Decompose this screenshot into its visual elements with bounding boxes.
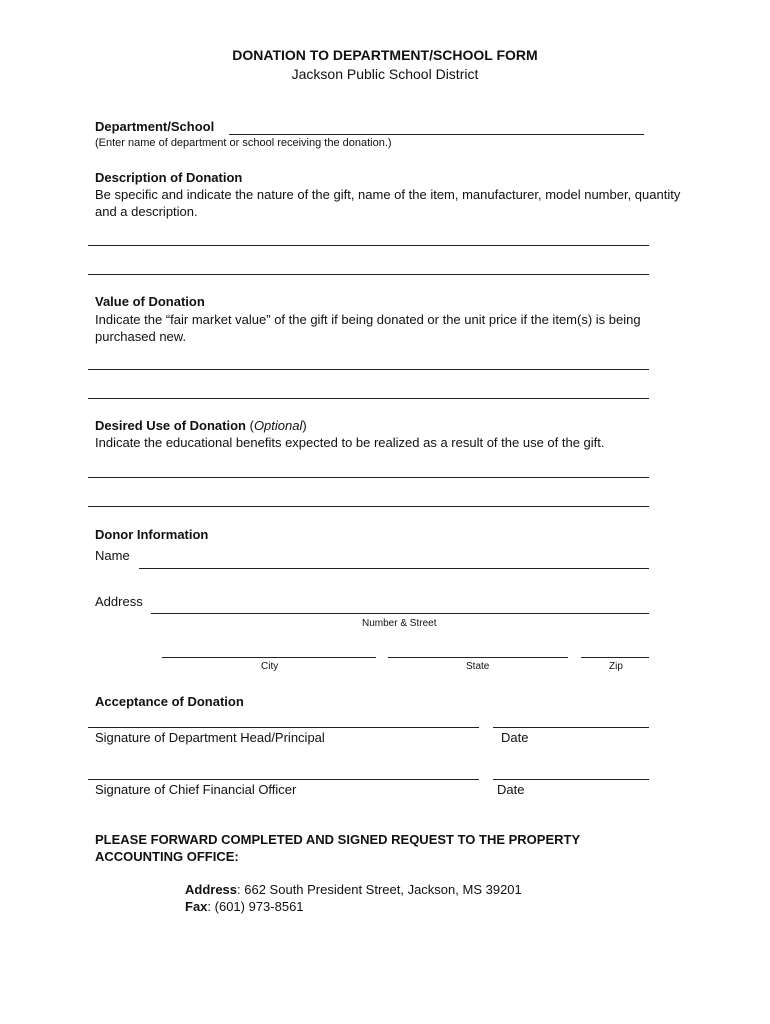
dept-head-date-label: Date — [501, 730, 529, 745]
desired-use-heading-row — [95, 418, 307, 433]
office-fax-value: : (601) 973-8561 — [207, 899, 304, 914]
cfo-signature-label: Signature of Chief Financial Officer — [95, 782, 297, 797]
desired-use-field-line-1[interactable] — [88, 477, 649, 478]
description-field-line-2[interactable] — [88, 274, 649, 275]
office-fax — [185, 899, 304, 914]
department-label: Department/School — [95, 119, 215, 134]
office-fax-label: Fax — [185, 899, 208, 914]
form-subtitle: Jackson Public School District — [291, 66, 479, 82]
dept-head-date-line[interactable] — [493, 727, 649, 728]
value-heading: Value of Donation — [95, 294, 205, 309]
zip-caption: Zip — [609, 661, 623, 672]
office-address-label: Address — [185, 882, 238, 897]
office-address-value: : 662 South President Street, Jackson, MS 39201 — [237, 882, 522, 897]
donor-address-label: Address — [95, 594, 143, 609]
description-text: Be specific and indicate the nature of the gift, name of the item, manufacturer, model number, quantity and a description. — [95, 187, 681, 219]
forward-instruction-line-1: PLEASE FORWARD COMPLETED AND SIGNED REQUEST TO THE PROPERTY — [95, 832, 581, 847]
cfo-date-label: Date — [497, 782, 525, 797]
desired-use-optional: Optional — [253, 418, 303, 433]
desired-use-open-paren: ( — [249, 418, 254, 433]
value-field-line-1[interactable] — [88, 369, 649, 370]
form-title: DONATION TO DEPARTMENT/SCHOOL FORM — [232, 47, 538, 63]
forward-instruction-line-2: ACCOUNTING OFFICE: — [95, 849, 239, 864]
donor-city-field-line[interactable] — [162, 657, 376, 658]
donor-heading: Donor Information — [95, 527, 209, 542]
description-heading: Description of Donation — [95, 170, 243, 185]
desired-use-field-line-2[interactable] — [88, 506, 649, 507]
office-address — [185, 882, 522, 897]
cfo-signature-line[interactable] — [88, 779, 479, 780]
value-text: Indicate the “fair market value” of the gift if being donated or the unit price if the item(s) is being purchased new. — [95, 312, 641, 344]
donor-state-field-line[interactable] — [388, 657, 568, 658]
value-field-line-2[interactable] — [88, 398, 649, 399]
donor-name-label: Name — [95, 548, 130, 563]
desired-use-close-paren: ) — [302, 418, 307, 433]
acceptance-heading: Acceptance of Donation — [95, 694, 244, 709]
desired-use-heading: Desired Use of Donation — [95, 418, 246, 433]
cfo-date-line[interactable] — [493, 779, 649, 780]
donor-zip-field-line[interactable] — [581, 657, 649, 658]
dept-head-signature-label: Signature of Department Head/Principal — [95, 730, 325, 745]
description-field-line-1[interactable] — [88, 245, 649, 246]
department-hint: (Enter name of department or school receiving the donation.) — [95, 137, 392, 149]
number-street-caption: Number & Street — [362, 618, 437, 629]
desired-use-text: Indicate the educational benefits expected to be realized as a result of the use of the gift. — [95, 435, 605, 450]
donor-street-field-line[interactable] — [151, 613, 649, 614]
department-field-line[interactable] — [229, 134, 644, 135]
dept-head-signature-line[interactable] — [88, 727, 479, 728]
city-caption: City — [261, 661, 279, 672]
state-caption: State — [466, 661, 490, 672]
donor-name-field-line[interactable] — [139, 568, 649, 569]
